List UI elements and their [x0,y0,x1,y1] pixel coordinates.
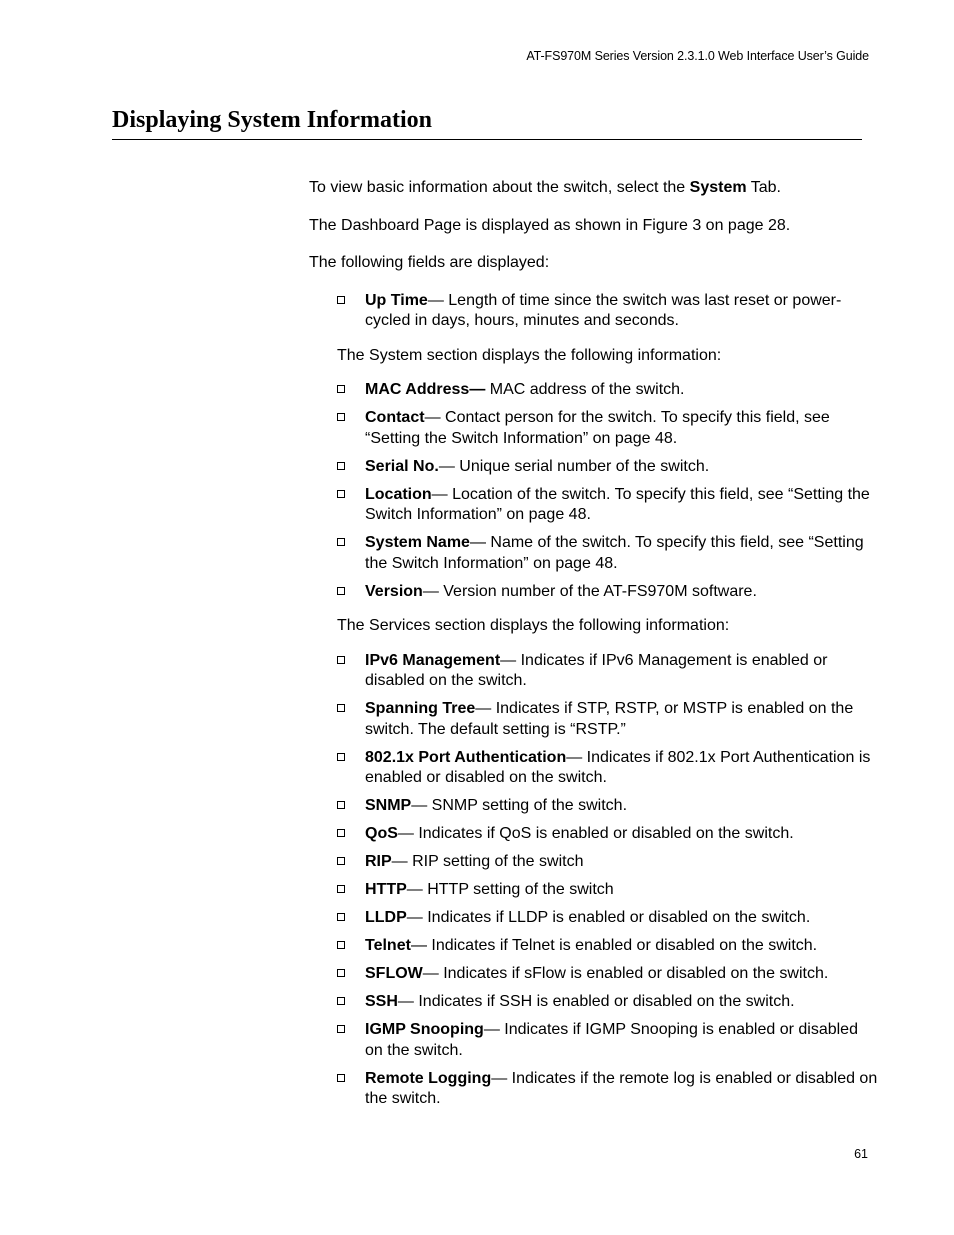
list-item [309,699,879,740]
list-item [309,582,879,603]
field-description: — SNMP setting of the switch. [411,797,628,814]
list-item [309,796,879,817]
field-term: RIP [365,853,392,870]
list-item [309,533,879,574]
checkbox-bullet-icon [337,969,345,977]
checkbox-bullet-icon [337,1025,345,1033]
field-description: — Indicates if sFlow is enabled or disabled on the switch. [422,965,829,982]
field-term: Up Time [365,291,428,309]
checkbox-bullet-icon [337,913,345,921]
field-description: — Indicates if IPv6 Management is enabled or disabled on the switch. [365,651,828,689]
field-term: System Name [365,534,470,551]
checkbox-bullet-icon [337,538,345,546]
intro-text-after: Tab. [746,179,781,196]
checkbox-bullet-icon [337,385,345,393]
list-item [309,1020,879,1061]
checkbox-bullet-icon [337,829,345,837]
body-text [309,178,879,1124]
list-item [309,936,879,957]
field-term: Contact [365,409,425,426]
field-description: — RIP setting of the switch [391,853,584,870]
field-term: IPv6 Management [365,651,501,669]
field-term: 802.1x Port Authentication [365,748,567,766]
field-description: — Indicates if the remote log is enabled or disabled on the switch. [365,1069,878,1107]
list-item [309,408,879,449]
list-item [309,651,879,692]
field-term: Spanning Tree [365,700,476,717]
services-section-intro: The Services section displays the following information: [337,617,730,634]
uptime-list [309,291,879,332]
dashboard-paragraph: The Dashboard Page is displayed as shown in Figure 3 on page 28. [309,216,791,234]
checkbox-bullet-icon [337,462,345,470]
checkbox-bullet-icon [337,656,345,664]
checkbox-bullet-icon [337,801,345,809]
list-item [309,457,879,478]
list-item [309,908,879,929]
field-term: Remote Logging [365,1069,492,1087]
system-tab-name: System [689,179,747,196]
field-description: — HTTP setting of the switch [406,881,614,898]
field-term: HTTP [365,881,407,898]
field-description: — Name of the switch. To specify this field, see “Setting the Switch Information” on page 48. [365,534,864,572]
field-term: Telnet [365,937,411,954]
title-rule [112,139,862,140]
list-item [309,748,879,789]
field-term: MAC Address— [365,381,486,398]
field-description: MAC address of the switch. [485,381,685,398]
page-number: 61 [854,1147,868,1161]
intro-text-before: To view basic information about the switch, select the [309,179,690,196]
checkbox-bullet-icon [337,413,345,421]
field-description: — Length of time since the switch was last reset or power-cycled in days, hours, minutes and seconds. [365,291,842,329]
field-term: IGMP Snooping [365,1021,484,1038]
field-description: — Version number of the AT-FS970M software. [422,582,757,600]
checkbox-bullet-icon [337,885,345,893]
checkbox-bullet-icon [337,941,345,949]
field-term: Serial No. [365,457,439,475]
field-description: — Indicates if Telnet is enabled or disabled on the switch. [410,937,818,954]
list-item [309,380,879,401]
field-description: — Indicates if 802.1x Port Authentication is enabled or disabled on the switch. [365,748,871,786]
field-description: — Contact person for the switch. To specify this field, see “Setting the Switch Information” on page 48. [365,409,830,447]
checkbox-bullet-icon [337,296,345,304]
field-description: — Indicates if STP, RSTP, or MSTP is enabled on the switch. The default setting is “RSTP.” [365,700,854,738]
field-term: Version [365,582,423,600]
list-item [309,824,879,845]
field-term: SFLOW [365,965,423,982]
list-item [309,992,879,1013]
checkbox-bullet-icon [337,704,345,712]
field-term: LLDP [365,909,407,926]
field-description: — Unique serial number of the switch. [438,457,710,475]
field-description: — Location of the switch. To specify this field, see “Setting the Switch Information” on page 48. [365,485,870,523]
list-item [309,964,879,985]
section-title: Displaying System Information [112,107,433,133]
intro-paragraph [309,178,879,199]
services-field-list [309,651,879,1110]
list-item [309,880,879,901]
list-item [309,1069,879,1110]
system-section-intro: The System section displays the following information: [337,346,722,364]
list-item [309,852,879,873]
field-term: Location [365,485,432,503]
field-term: SNMP [365,797,412,814]
system-field-list [309,380,879,602]
list-item [309,485,879,526]
checkbox-bullet-icon [337,1074,345,1082]
list-item [309,291,879,332]
checkbox-bullet-icon [337,997,345,1005]
checkbox-bullet-icon [337,587,345,595]
field-description: — Indicates if LLDP is enabled or disabled on the switch. [406,909,811,926]
field-term: SSH [365,993,398,1010]
checkbox-bullet-icon [337,490,345,498]
field-term: QoS [365,825,398,842]
field-description: — Indicates if QoS is enabled or disabled on the switch. [397,825,794,842]
checkbox-bullet-icon [337,857,345,865]
checkbox-bullet-icon [337,753,345,761]
running-header: AT-FS970M Series Version 2.3.1.0 Web Interface User’s Guide [526,49,869,63]
fields-paragraph: The following fields are displayed: [309,254,550,271]
field-description: — Indicates if IGMP Snooping is enabled or disabled on the switch. [365,1021,858,1059]
field-description: — Indicates if SSH is enabled or disabled on the switch. [397,993,795,1010]
